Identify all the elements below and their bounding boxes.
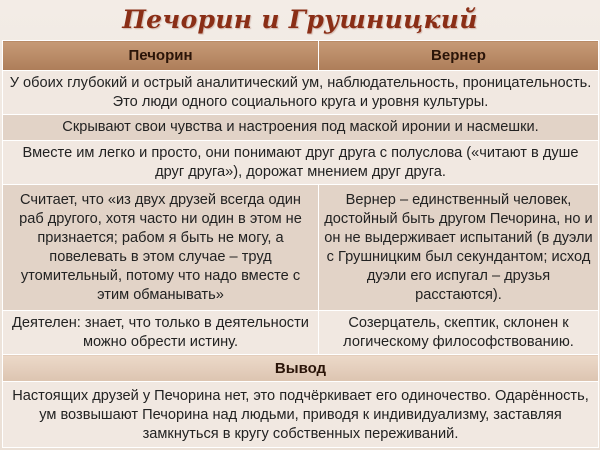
conclusion-header-row: [3, 355, 599, 382]
conclusion-label: Вывод: [3, 355, 599, 382]
conclusion-text: Настоящих друзей у Печорина нет, это подчёркивает его одиночество. Одарённость, ум возвышают Печорина над людьми, приводя к индивидуализму, заставляя замкнуться в кругу собственных переживаний.: [3, 382, 599, 448]
pechorin-activity: Деятелен: знает, что только в деятельности можно обрести истину.: [3, 311, 319, 355]
table-header-row: [3, 41, 599, 71]
table-row: [3, 115, 599, 141]
column-header-verner: Вернер: [319, 41, 599, 71]
shared-trait-irony: Скрывают свои чувства и настроения под маской иронии и насмешки.: [3, 115, 599, 141]
comparison-table: [2, 40, 599, 448]
table-row: [3, 311, 599, 355]
table-row: [3, 141, 599, 185]
table-row: [3, 71, 599, 115]
table-row: [3, 382, 599, 448]
page-title: Печорин и Грушницкий: [122, 5, 478, 34]
verner-friendship-view: Вернер – единственный человек, достойный быть другом Печорина, но и он не выдерживает испытаний (в дуэли с Грушницким был секундантом; исход дуэли его испугал – друзья расстаются).: [319, 185, 599, 311]
shared-trait-intellect: У обоих глубокий и острый аналитический ум, наблюдательность, проницательность. Это люди одного социального круга и уровня культуры.: [3, 71, 599, 115]
column-header-pechorin: Печорин: [3, 41, 319, 71]
table-row: [3, 185, 599, 311]
pechorin-friendship-view: Считает, что «из двух друзей всегда один раб другого, хотя часто ни один в этом не признается; рабом я быть не могу, а повелевать в этом случае – труд утомительный, потому что надо вместе с этим обманывать»: [3, 185, 319, 311]
verner-contemplation: Созерцатель, скептик, склонен к логическому философствованию.: [319, 311, 599, 355]
shared-trait-understanding: Вместе им легко и просто, они понимают друг друга с полуслова («читают в душе друг друга»), дорожат мнением друг друга.: [3, 141, 599, 185]
